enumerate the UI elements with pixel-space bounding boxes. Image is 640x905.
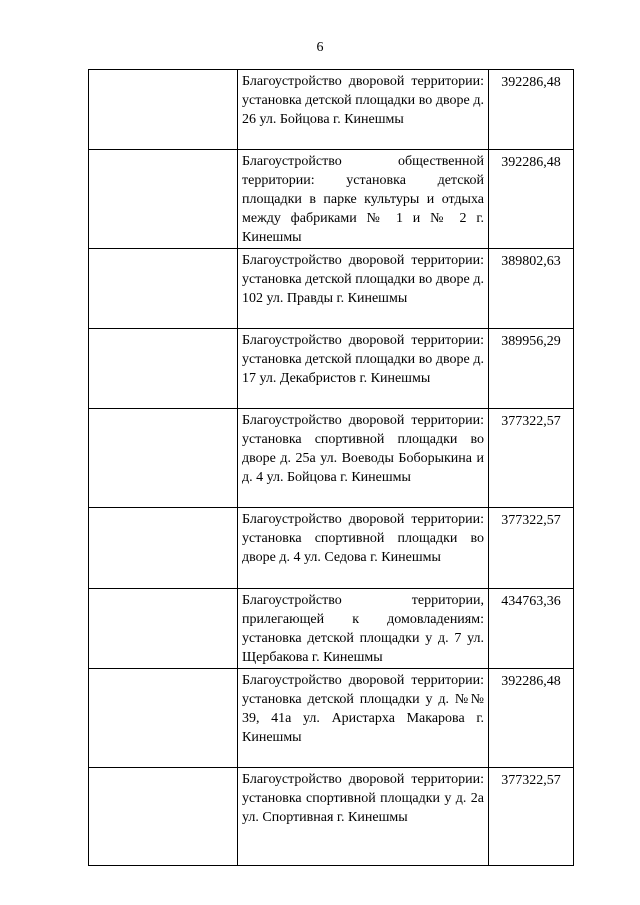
description-cell: Благоустройство дворовой территории: установка детской площадки у д. №№ 39, 41а ул. Аристарха Макарова г. Кинешмы — [238, 669, 489, 768]
budget-table — [88, 69, 574, 866]
row-number-cell — [89, 589, 238, 669]
amount-cell: 434763,36 — [489, 589, 574, 669]
description-cell: Благоустройство дворовой территории: установка спортивной площадки во дворе д. 25а ул. Воеводы Боборыкина и д. 4 ул. Бойцова г. Кинешмы — [238, 409, 489, 508]
description-cell: Благоустройство дворовой территории: установка детской площадки во дворе д. 17 ул. Декабристов г. Кинешмы — [238, 329, 489, 409]
page-number: 6 — [316, 40, 324, 55]
amount-cell: 377322,57 — [489, 409, 574, 508]
row-number-cell — [89, 768, 238, 866]
description-cell: Благоустройство дворовой территории: установка спортивной площадки во дворе д. 4 ул. Седова г. Кинешмы — [238, 508, 489, 589]
row-number-cell — [89, 249, 238, 329]
amount-cell: 377322,57 — [489, 768, 574, 866]
row-number-cell — [89, 150, 238, 249]
description-cell: Благоустройство общественной территории: установка детской площадки в парке культуры и отдыха между фабриками № 1 и № 2 г. Кинешмы — [238, 150, 489, 249]
table-row — [89, 329, 574, 409]
row-number-cell — [89, 669, 238, 768]
description-cell: Благоустройство дворовой территории: установка детской площадки во дворе д. 102 ул. Правды г. Кинешмы — [238, 249, 489, 329]
table-row — [89, 249, 574, 329]
amount-cell: 392286,48 — [489, 70, 574, 150]
row-number-cell — [89, 329, 238, 409]
amount-cell: 392286,48 — [489, 150, 574, 249]
description-cell: Благоустройство дворовой территории: установка спортивной площадки у д. 2а ул. Спортивная г. Кинешмы — [238, 768, 489, 866]
table-row — [89, 409, 574, 508]
table-row — [89, 508, 574, 589]
amount-cell: 389956,29 — [489, 329, 574, 409]
table-row — [89, 150, 574, 249]
description-cell: Благоустройство территории, прилегающей к домовладениям: установка детской площадки у д. 7 ул. Щербакова г. Кинешмы — [238, 589, 489, 669]
table-row — [89, 70, 574, 150]
amount-cell: 392286,48 — [489, 669, 574, 768]
row-number-cell — [89, 508, 238, 589]
row-number-cell — [89, 409, 238, 508]
table-row — [89, 669, 574, 768]
amount-cell: 377322,57 — [489, 508, 574, 589]
row-number-cell — [89, 70, 238, 150]
amount-cell: 389802,63 — [489, 249, 574, 329]
table-row — [89, 589, 574, 669]
table-row — [89, 768, 574, 866]
description-cell: Благоустройство дворовой территории: установка детской площадки во дворе д. 26 ул. Бойцова г. Кинешмы — [238, 70, 489, 150]
